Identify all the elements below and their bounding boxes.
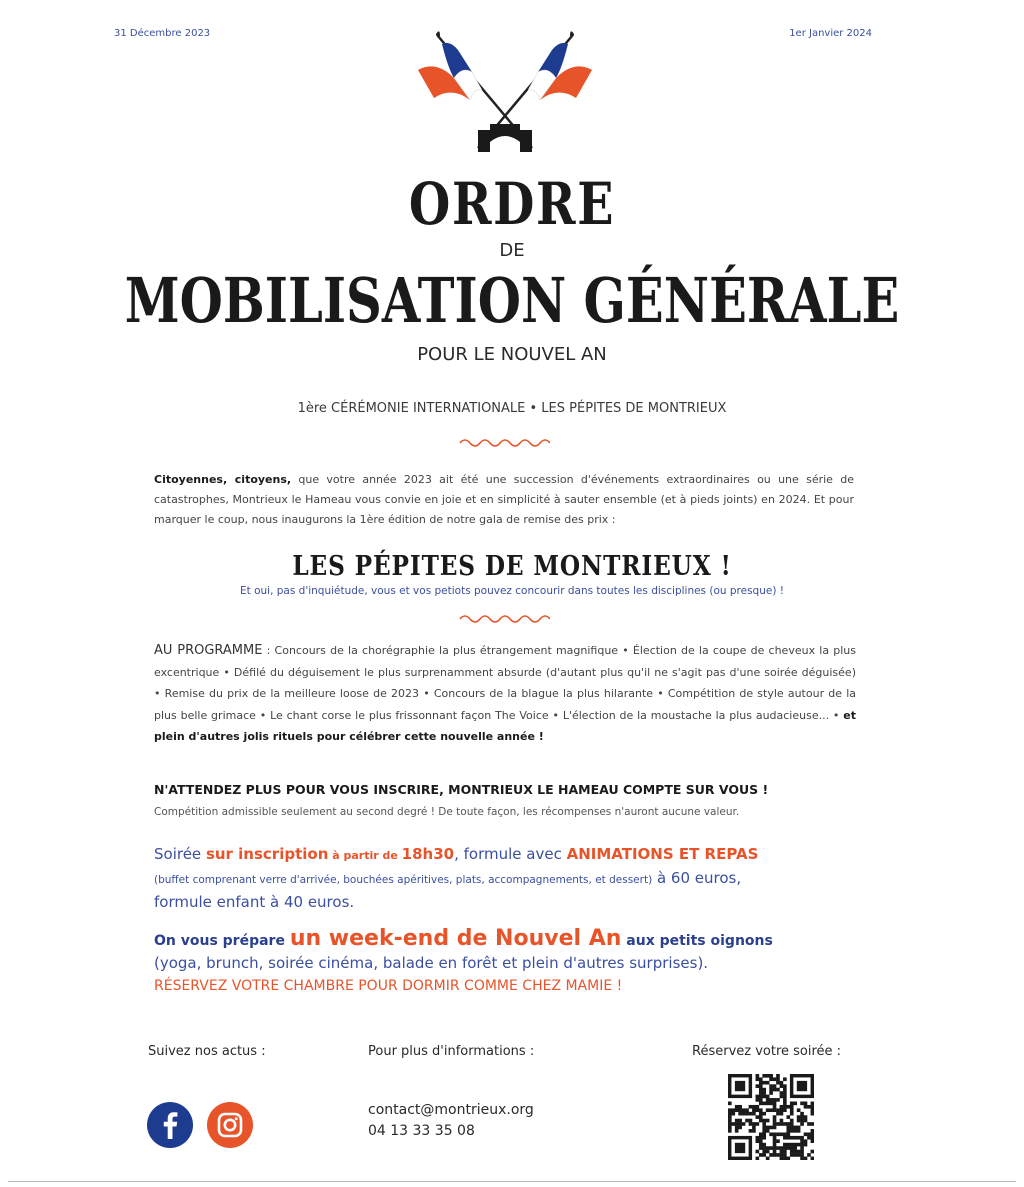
follow-label: Suivez nos actus : [148,1044,266,1059]
weekend-paragraph [154,928,884,997]
weekend-highlight: un week-end de Nouvel An [289,926,622,951]
bottom-divider [8,1181,1016,1182]
date-left: 31 Décembre 2023 [114,28,211,39]
soiree-child-price: formule enfant à 40 euros. [154,893,355,911]
pepites-subtitle: Et oui, pas d'inquiétude, vous et vos petiots pouvez concourir dans toutes les disciplines (ou presque) ! [239,585,784,597]
squiggle-divider-icon [458,436,550,450]
instagram-icon [207,1102,253,1148]
weekend-activities: (yoga, brunch, soirée cinéma, balade en forêt et plein d'autres surprises). [154,954,709,972]
facebook-icon [147,1102,193,1148]
contact-block [368,1100,534,1142]
instagram-button[interactable] [207,1102,253,1148]
contact-email[interactable]: contact@montrieux.org [368,1102,534,1118]
squiggle-divider-icon [458,612,550,626]
cta-title: N'ATTENDEZ PLUS POUR VOUS INSCRIRE, MONTRIEUX LE HAMEAU COMPTE SUR VOUS ! [154,782,769,797]
facebook-button[interactable] [147,1102,193,1148]
contact-phone[interactable]: 04 13 33 35 08 [368,1123,475,1139]
title-subtitle: POUR LE NOUVEL AN [417,344,607,365]
intro-paragraph [154,470,854,530]
ceremony-line: 1ère CÉRÉMONIE INTERNATIONALE • LES PÉPITES DE MONTRIEUX [297,401,727,416]
intro-text: que votre année 2023 ait été une succession d'événements extraordinaires ou une série de catastrophes, Montrieux le Hameau vous convie en joie et en simplicité à sauter ensemble (et à pieds joints) en 2024. Et pour marquer le coup, nous inaugurons la 1ère édition de notre gala de remise des prix : [154,473,854,526]
soiree-animations: ANIMATIONS ET REPAS [566,845,759,863]
reserve-label: Réservez votre soirée : [692,1044,842,1059]
title-de: DE [499,240,525,261]
soiree-partir: à partir de [328,849,402,862]
soiree-time: 18h30 [401,845,455,863]
info-label: Pour plus d'informations : [368,1044,535,1059]
weekend-prepare: On vous prépare [154,933,290,949]
programme-lead: AU PROGRAMME [154,643,263,658]
programme-text: : Concours de la chorégraphie la plus étrangement magnifique • Élection de la coupe de cheveux la plus excentrique • Défilé du déguisement le plus surprenamment absurde (d'autant plus qu'il ne s'agit pas d'une soirée déguisée) • Remise du prix de la meilleure loose de 2023 • Concours de la blague la plus hilarante • Compétition de style autour de la plus belle grimace • Le chant corse le plus frissonnant façon The Voice • L'élection de la moustache la plus audacieuse... • [154,644,856,722]
soiree-price: à 60 euros, [652,869,742,887]
qr-code-icon[interactable] [728,1074,814,1160]
title-ordre: ORDRE [408,170,616,238]
soiree-buffet: (buffet comprenant verre d'arrivée, bouchées apéritives, plats, accompagnements, et dessert) [154,874,653,886]
soiree-formule: , formule avec [454,845,567,863]
programme-bold-end: et plein d'autres jolis rituels pour célébrer cette nouvelle année ! [154,708,856,743]
intro-lead: Citoyennes, citoyens, [154,473,292,486]
flags-emblem-icon [410,30,600,155]
soiree-inscription: sur inscription [205,845,329,863]
soiree-p1: Soirée [154,845,206,863]
soiree-paragraph [154,843,874,913]
programme-paragraph [154,640,856,748]
title-mobilisation: MOBILISATION GÉNÉRALE [124,264,900,337]
weekend-reserve: RÉSERVEZ VOTRE CHAMBRE POUR DORMIR COMME CHEZ MAMIE ! [154,978,623,994]
pepites-title: LES PÉPITES DE MONTRIEUX ! [292,551,732,582]
date-right: 1er Janvier 2024 [789,28,872,39]
cta-subtitle: Compétition admissible seulement au second degré ! De toute façon, les récompenses n'auront aucune valeur. [154,806,740,818]
weekend-oignons: aux petits oignons [621,933,773,949]
